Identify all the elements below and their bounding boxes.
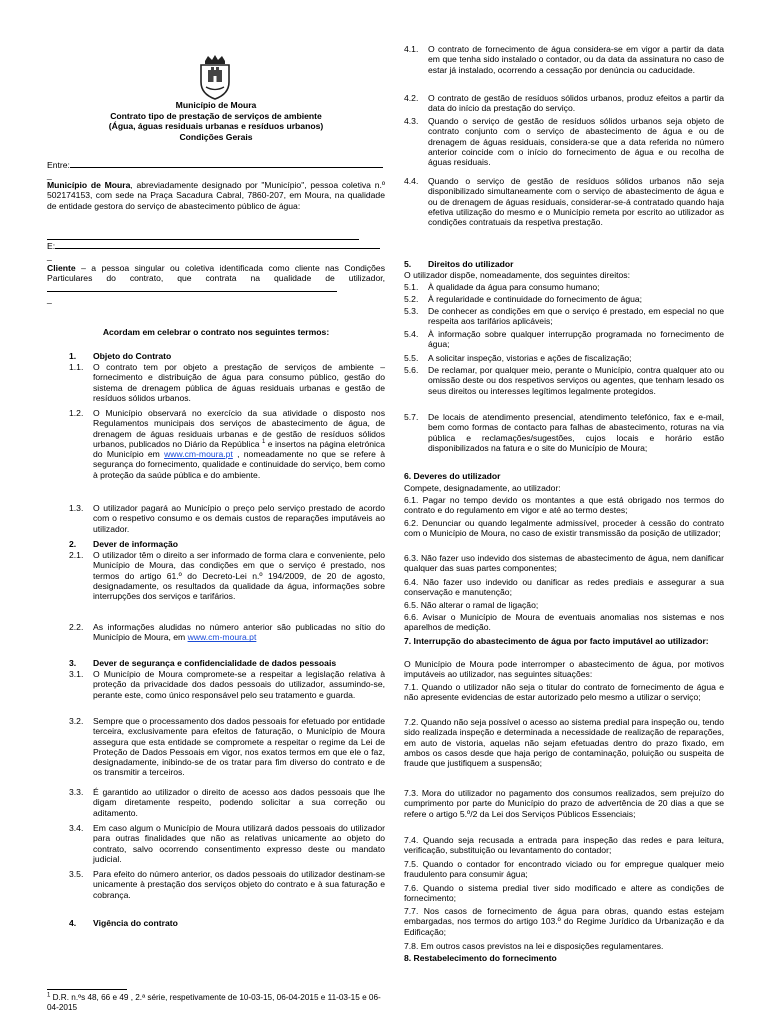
clause-number: 3.5.: [69, 869, 84, 879]
municipio-paragraph: Município de Moura, abreviadamente designado por "Município", pessoa coletiva n.º 502174153, com sede na Praça Sacadura Cabral, 7860-207, em Moura, na qualidade de entidade gestora do serviço de abastecimento público de água:: [47, 180, 385, 211]
clause-5-4: À informação sobre qualquer interrupção programada no fornecimento de água;: [428, 329, 724, 350]
clause-4-4: Quando o serviço de gestão de resíduos sólidos urbanos não seja disponibilizado simultaneamente com o serviço de abastecimento de água e ou de drenagem de águas residuais, considerar-se-á contratado quando haja efetiva utilização do mesmo e o Município remeta por escrito ao utilizador as condições contratuais da respetiva prestação.: [428, 176, 724, 228]
clause-4-3: Quando o serviço de gestão de resíduos sólidos urbanos seja objeto de contrato conjunto com o serviço de abastecimento de água e ou de drenagem de águas residuais, considera-se que a data referida no número anterior coincide com o início do fornecimento de água e ou recolha de águas residuais.: [428, 116, 724, 168]
clause-number: 5.5.: [404, 353, 419, 363]
clause-2-1: O utilizador têm o direito a ser informado de forma clara e conveniente, pelo Município de Moura, das condições em que o serviço é prestado, nos termos do artigo 61.º do Decreto-Lei n.º 194/2009, de 20 de agosto, designadamente, os resultados da qualidade da água, informações sobre interrupções dos serviços e tarifários.: [93, 550, 385, 602]
footnote-divider: [47, 989, 127, 990]
clause-6-5: 6.5. Não alterar o ramal de ligação;: [404, 600, 539, 610]
municipal-crest-icon: [196, 54, 234, 100]
section-4-title: Vigência do contrato: [93, 918, 178, 928]
clause-7-8: 7.8. Em outros casos previstos na lei e disposições regulamentares.: [404, 941, 664, 951]
entre-line: Entre: _: [47, 160, 385, 180]
clause-7-1: 7.1. Quando o utilizador não seja o titular do contrato de fornecimento de água e não apresente evidencias de estar autorizado pelo mesmo a utilizar o serviço;: [404, 682, 724, 703]
section-2-title: Dever de informação: [93, 539, 179, 549]
clause-7-4: 7.4. Quando seja recusada a entrada para inspeção das redes e para leitura, verificação, substituição ou levantamento do contador;: [404, 835, 724, 856]
clause-5-6: De reclamar, por qualquer meio, perante o Município, contra qualquer ato ou omissão deste ou dos respetivos serviços ou agentes, que tenham lesado os seus direitos ou interesses legítimos legalmente protegidos.: [428, 365, 724, 396]
clause-number: 2.1.: [69, 550, 84, 560]
section-6-title: 6. Deveres do utilizador: [404, 471, 501, 481]
clause-3-2: Sempre que o processamento dos dados pessoais for efetuado por entidade terceira, exclusivamente para efeitos de faturação, o Município de Moura assegura que esta entidade se compromete a respeitar o regime da Lei de Proteção de Dados Pessoais em vigor, nos exatos termos em que ele o faz, designadamente, inibindo-se de os tratar para fim diverso do contrato e de os transmitir a terceiros.: [93, 716, 385, 778]
clause-5-1: À qualidade da água para consumo humano;: [428, 282, 600, 292]
e-line: E: _: [47, 241, 385, 263]
clause-number: 1.1.: [69, 362, 84, 372]
clause-4-2: O contrato de gestão de resíduos sólidos urbanos, produz efeitos a partir da data do início da prestação do serviço.: [428, 93, 724, 114]
clause-number: 4.3.: [404, 116, 419, 126]
section-5-intro: O utilizador dispõe, nomeadamente, dos seguintes direitos:: [404, 270, 630, 280]
section-6-intro: Compete, designadamente, ao utilizador:: [404, 483, 561, 493]
clause-7-7: 7.7. Nos casos de fornecimento de água para obras, quando estas estejam embargadas, nos termos do artigo 103.º do Regime Jurídico da Urbanização e da Edificação;: [404, 906, 724, 937]
conditions-title: Condições Gerais: [179, 131, 253, 142]
section-8-title: 8. Restabelecimento do fornecimento: [404, 953, 557, 963]
clause-5-7: De locais de atendimento presencial, atendimento telefónico, fax e e-mail, bem como formas de contacto para falhas de abastecimento, roturas na via pública e reclamações/sugestões, cujos locais e horário estão disponibilizados na fatura e o site do Município de Moura;: [428, 412, 724, 453]
clause-1-3: O utilizador pagará ao Município o preço pelo serviço prestado de acordo com o respetivo consumo e os demais custos de reparações imputáveis ao utilizador.: [93, 503, 385, 534]
clause-number: 5.6.: [404, 365, 419, 375]
municipality-title: Município de Moura: [175, 100, 257, 110]
contract-title: Contrato tipo de prestação de serviços de ambiente: [110, 110, 322, 121]
footnote-ref: 1: [261, 439, 266, 446]
clause-number: 3.3.: [69, 787, 84, 797]
clause-number: 3.2.: [69, 716, 84, 726]
section-7-title: 7. Interrupção do abastecimento de água por facto imputável ao utilizador:: [404, 636, 709, 646]
clause-number: 5.3.: [404, 306, 419, 316]
clause-1-2: O Município observará no exercício da sua atividade o disposto nos Regulamentos municipais dos serviços de abastecimento de água, de drenagem de águas residuais urbanas e de gestão de resíduos sólidos urbanos, publicados no Diário da República $^1$ e insertos na página eletrónica do Município em www.cm-moura.pt , nomeadamente no que se refere à segurança do fornecimento, qualidade e continuidade do serviço, bem como à proteção da saúde pública e do ambiente.: [93, 408, 386, 480]
clause-2-2: As informações aludidas no número anterior são publicadas no sítio do Município de Moura, em www.cm-moura.pt: [93, 622, 385, 643]
clause-6-4: 6.4. Não fazer uso indevido ou danificar as redes prediais e assegurar a sua conservação e manutenção;: [404, 577, 724, 598]
section-7-intro: O Município de Moura pode interromper o abastecimento de água, por motivos imputáveis ao utilizador, nas seguintes situações:: [404, 659, 724, 680]
clause-5-3: De conhecer as condições em que o serviço é prestado, em especial no que respeita aos tarifários aplicáveis;: [428, 306, 724, 327]
blank-line: [47, 232, 385, 241]
clause-7-5: 7.5. Quando o contador for encontrado viciado ou for empregue qualquer meio fraudulento para consumir água;: [404, 859, 724, 880]
section-1-title: Objeto do Contrato: [93, 351, 172, 361]
clause-4-1: O contrato de fornecimento de água considera-se em vigor a partir da data em que tenha sido instalado o contador, ou da data da assinatura no caso de estar já instalado, ocorrendo a cessação por denúncia ou caducidade.: [428, 44, 724, 75]
cliente-paragraph: Cliente – a pessoa singular ou coletiva identificada como cliente nas Condições Particulares do contrato, que contrata na qualidade de utilizador, _: [47, 263, 385, 304]
clause-number: 1.3.: [69, 503, 84, 513]
section-2-number: 2.: [69, 539, 77, 549]
footnote: $^1$ D.R. n.ºs 48, 66 e 49 , 2.ª série, respetivamente de 10-03-15, 06-04-2015 e 11-03-15 e 06-04-2015: [47, 992, 381, 1012]
clause-6-3: 6.3. Não fazer uso indevido dos sistemas de abastecimento de água, nem danificar qualquer das suas partes componentes;: [404, 553, 724, 574]
clause-number: 5.7.: [404, 412, 419, 422]
clause-number: 2.2.: [69, 622, 84, 632]
acordam-heading: Acordam em celebrar o contrato nos seguintes termos:: [102, 327, 330, 337]
clause-number: 4.4.: [404, 176, 419, 186]
municipal-site-link[interactable]: www.cm-moura.pt: [164, 449, 233, 460]
clause-number: 5.1.: [404, 282, 419, 292]
municipal-site-link[interactable]: www.cm-moura.pt: [187, 632, 257, 643]
clause-3-5: Para efeito do número anterior, os dados pessoais do utilizador destinam-se unicamente à prestação dos serviços objeto do contrato e à sua faturação e cobrança.: [93, 869, 385, 900]
clause-6-1: 6.1. Pagar no tempo devido os montantes a que está obrigado nos termos do contrato e do regulamento em vigor e até ao termo destes;: [404, 495, 724, 516]
contract-subtitle: (Água, águas residuais urbanas e resíduos urbanos): [108, 121, 324, 132]
section-4-number: 4.: [69, 918, 77, 928]
clause-number: 5.4.: [404, 329, 419, 339]
clause-3-3: É garantido ao utilizador o direito de acesso aos dados pessoais que lhe digam diretamente respeito, podendo solicitar a sua correção ou aditamento.: [93, 787, 385, 818]
clause-number: 1.2.: [69, 408, 84, 418]
clause-7-2: 7.2. Quando não seja possível o acesso ao sistema predial para inspeção ou, tendo sido realizada inspeção e determinada a necessidade de realização de reparações, em auto de vistoria, aquelas não sejam efetuadas dentro do prazo fixado, em ambos os casos desde que haja perigo de contaminação, poluição ou suspeita de fraude que justifiquem a suspensão;: [404, 717, 724, 769]
clause-7-6: 7.6. Quando o sistema predial tiver sido modificado e altere as condições de fornecimento;: [404, 883, 724, 904]
blank-line: [70, 167, 383, 168]
section-3-title: Dever de segurança e confidencialidade de dados pessoais: [93, 658, 337, 668]
section-5-number: 5.: [404, 259, 412, 269]
section-5-title: Direitos do utilizador: [428, 259, 514, 269]
clause-6-2: 6.2. Denunciar ou quando legalmente admissível, proceder à cessão do contrato com o Município de Moura, no caso de existir transmissão da posição de utilizador;: [404, 518, 724, 539]
clause-5-2: À regularidade e continuidade do fornecimento de água;: [428, 294, 643, 304]
clause-3-4: Em caso algum o Município de Moura utilizará dados pessoais do utilizador para outras finalidades que não as relativas unicamente ao objeto do contrato, salvo ocorrendo consentimento expresso deste ou mandato judicial.: [93, 823, 385, 864]
section-1-number: 1.: [69, 351, 77, 361]
clause-5-5: A solicitar inspeção, vistorias e ações de fiscalização;: [428, 353, 632, 363]
clause-number: 3.1.: [69, 669, 84, 679]
clause-number: 3.4.: [69, 823, 84, 833]
clause-number: 5.2.: [404, 294, 419, 304]
clause-number: 4.1.: [404, 44, 419, 54]
parties-block: [47, 160, 385, 304]
clause-3-1: O Município de Moura compromete-se a respeitar a legislação relativa à proteção da privacidade dos dados pessoais do utilizador, assumindo-se, perante este, como único responsável pelo seu tratamento e guarda.: [93, 669, 385, 700]
section-3-number: 3.: [69, 658, 77, 668]
clause-6-6: 6.6. Avisar o Município de Moura de eventuais anomalias nos sistemas e nos aparelhos de medição.: [404, 612, 724, 633]
clause-number: 4.2.: [404, 93, 419, 103]
clause-7-3: 7.3. Mora do utilizador no pagamento dos consumos realizados, sem prejuízo do cumprimento por parte do Município do prazo de advertência de 20 dias a que se refere o artigo 5.º/2 da Lei dos Serviços Públicos Essenciais;: [404, 788, 724, 819]
document-header: [47, 100, 385, 142]
clause-1-1: O contrato tem por objeto a prestação de serviços de ambiente – fornecimento e distribuição de água para consumo público, gestão do sistema de drenagem pública de águas residuais urbanas e gestão de resíduos sólidos urbanos.: [93, 362, 385, 403]
